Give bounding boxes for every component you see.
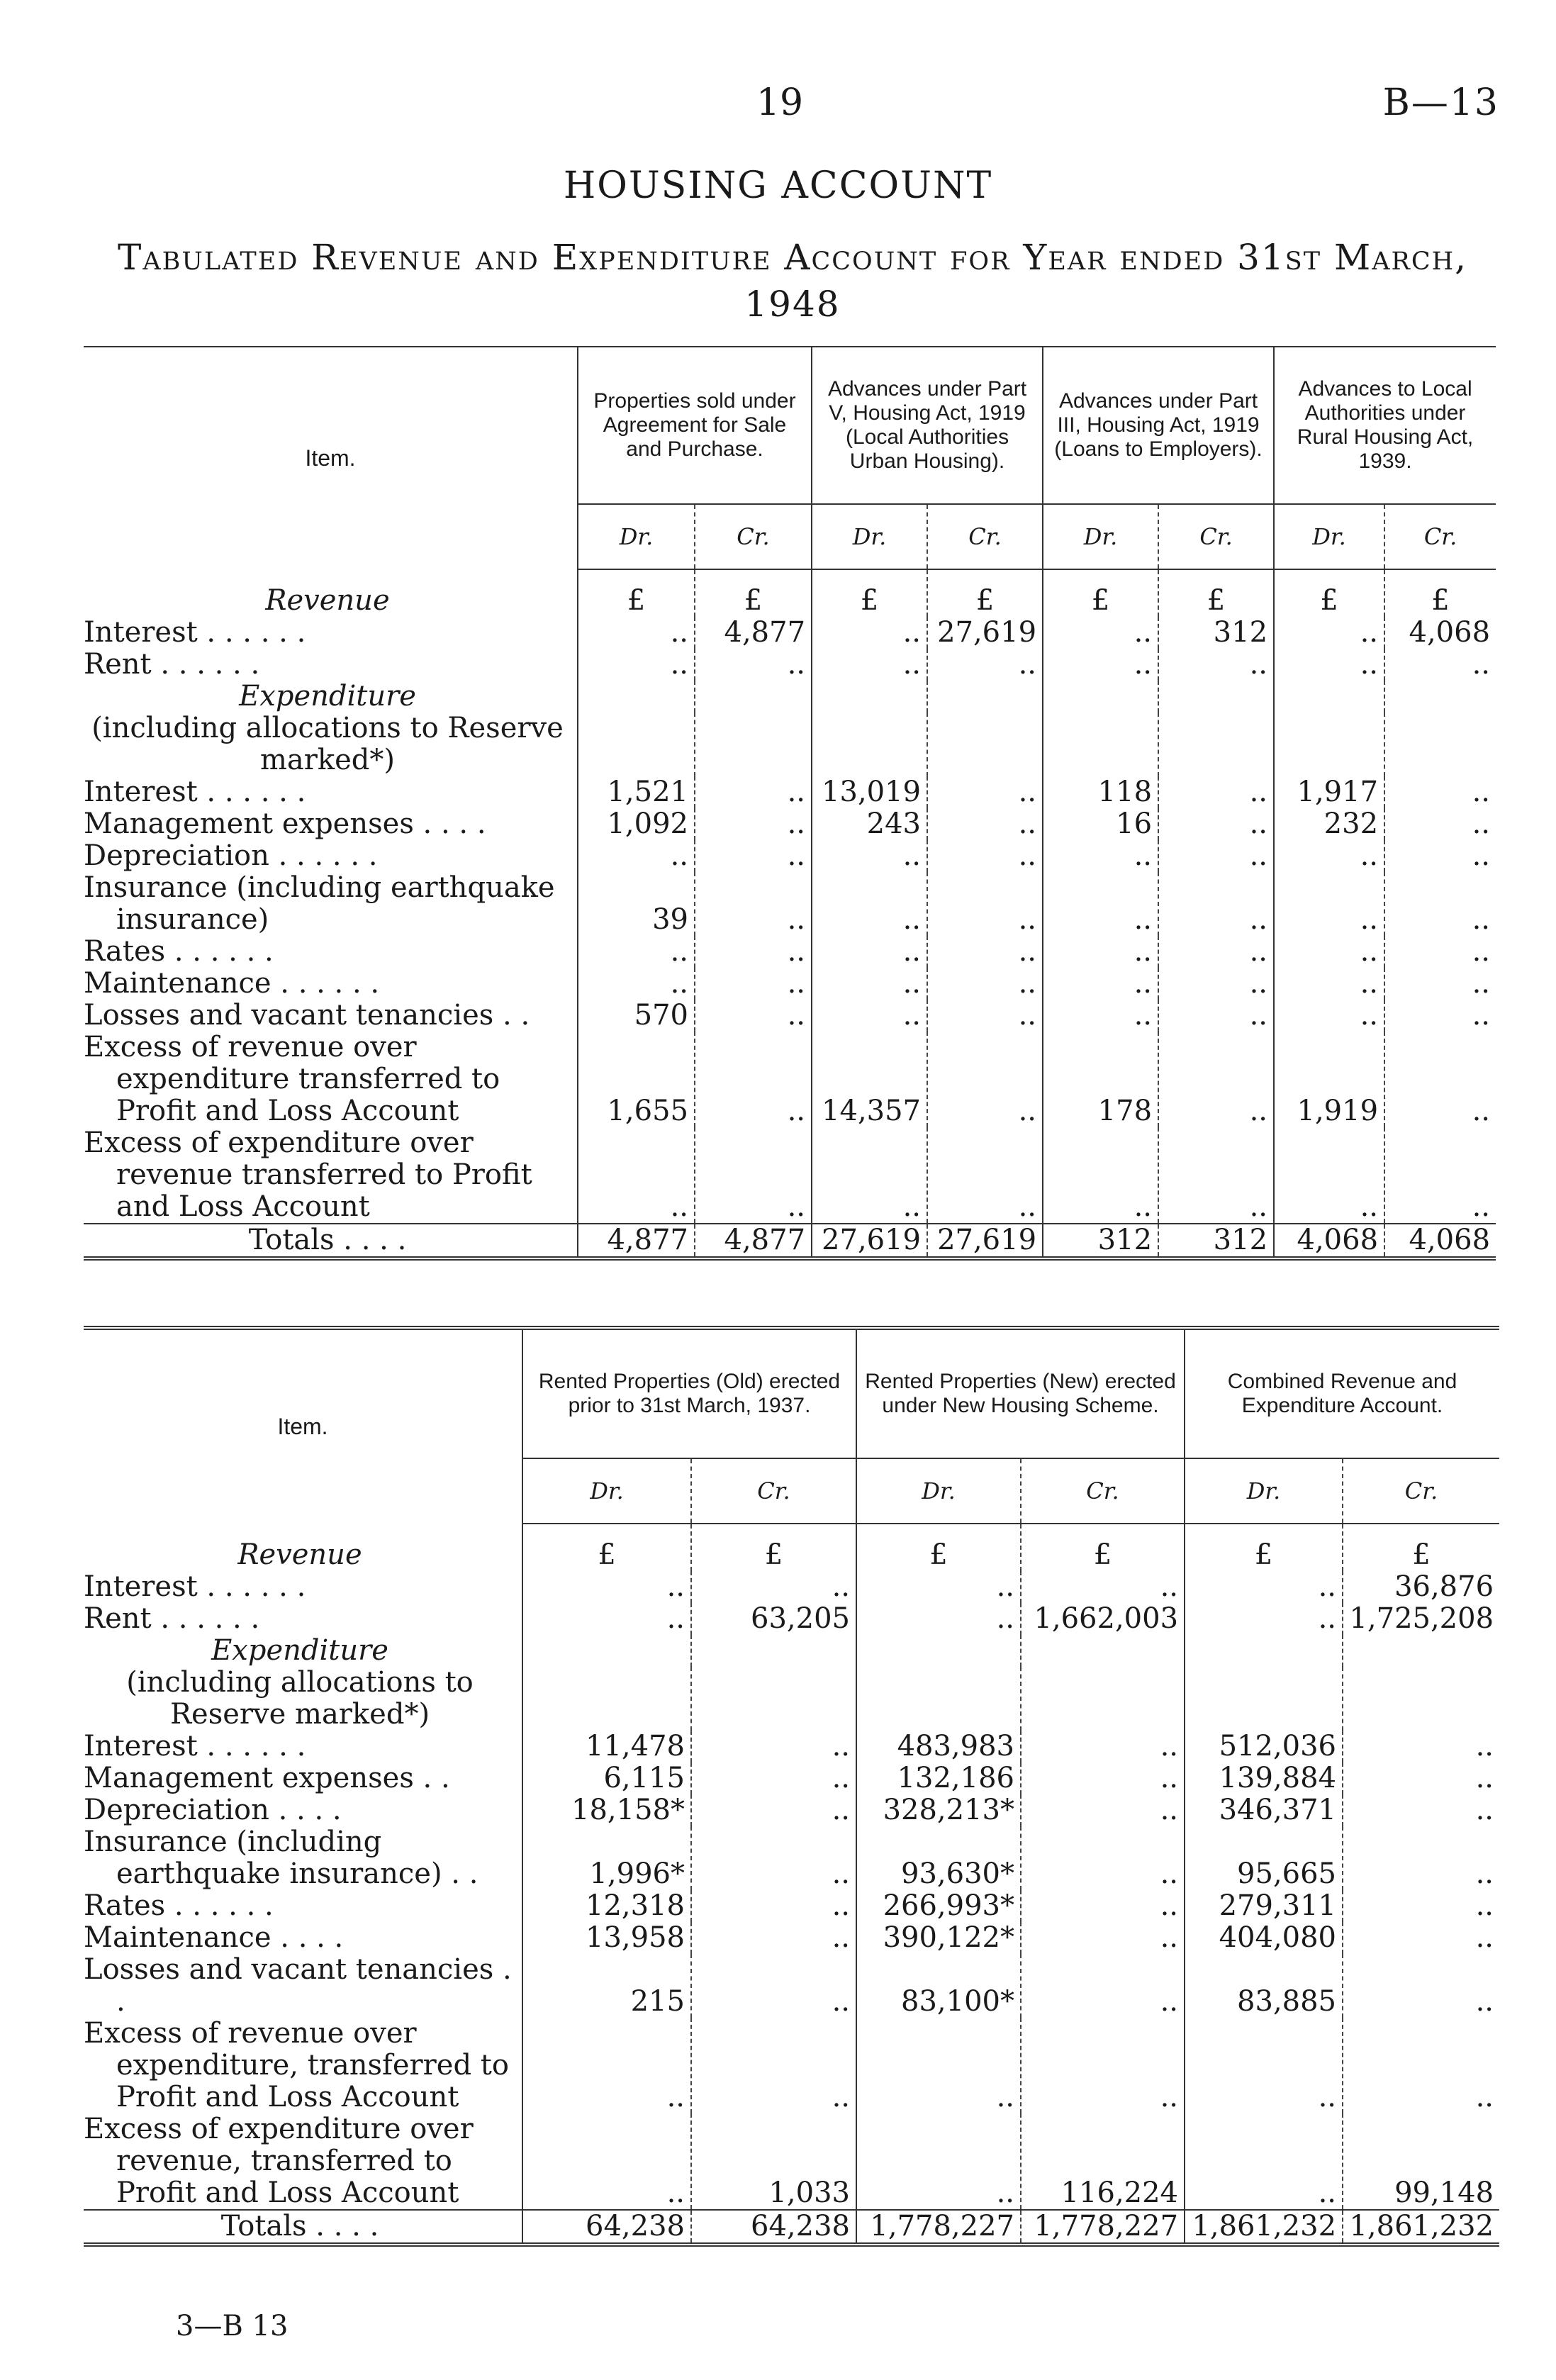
table-cell: 215: [522, 1954, 691, 2018]
table-row: [84, 1762, 1499, 1794]
table-cell: 36,876: [1343, 1571, 1499, 1603]
totals-cell: 4,877: [695, 1224, 812, 1258]
totals-cell: 64,238: [691, 2210, 856, 2245]
table-cell: ..: [1158, 808, 1274, 840]
table-cell: ..: [1158, 968, 1274, 1000]
table-cell: ..: [1158, 776, 1274, 808]
totals-cell: 312: [1043, 1224, 1158, 1258]
cr-column-header: Cr.: [1021, 1458, 1185, 1524]
row-label: Management expenses . . . .: [84, 808, 486, 840]
table-cell: ..: [1158, 872, 1274, 936]
table-cell: ..: [1158, 936, 1274, 968]
table-cell: ..: [1158, 1127, 1274, 1224]
table-cell: ..: [695, 808, 812, 840]
table-cell: ..: [1384, 776, 1496, 808]
table-cell: ..: [1185, 1603, 1343, 1635]
table-cell: 328,213*: [856, 1794, 1021, 1826]
table-cell: ..: [1185, 1571, 1343, 1603]
totals-cell: 1,778,227: [1021, 2210, 1185, 2245]
table-cell: ..: [1158, 649, 1274, 681]
dr-column-header: Dr.: [1274, 504, 1384, 569]
dr-column-header: Dr.: [522, 1458, 691, 1524]
table-cell: ..: [1384, 1127, 1496, 1224]
table-cell: ..: [1343, 2018, 1499, 2113]
table-cell: 132,186: [856, 1762, 1021, 1794]
table-cell: 63,205: [691, 1603, 856, 1635]
empty-cell: [812, 681, 927, 713]
table-cell: ..: [578, 840, 695, 872]
table-cell: ..: [522, 1571, 691, 1603]
row-label: Losses and vacant tenancies . .: [84, 999, 530, 1032]
empty-cell: [578, 681, 695, 713]
table-cell: ..: [578, 617, 695, 649]
currency-symbol: £: [1021, 1524, 1185, 1571]
table-cell: ..: [927, 1032, 1043, 1127]
table-cell: ..: [691, 1890, 856, 1922]
table-row: [84, 2113, 1499, 2210]
table-cell: 243: [812, 808, 927, 840]
table-cell: 16: [1043, 808, 1158, 840]
table-cell: ..: [691, 1571, 856, 1603]
table-cell: ..: [1384, 936, 1496, 968]
cr-column-header: Cr.: [1343, 1458, 1499, 1524]
table-cell: ..: [812, 1127, 927, 1224]
table-cell: ..: [927, 872, 1043, 936]
table-cell: ..: [1021, 2018, 1185, 2113]
totals-label: Totals . . . .: [84, 2210, 522, 2245]
currency-symbol: £: [691, 1524, 856, 1571]
table-cell: ..: [1043, 649, 1158, 681]
table-cell: ..: [1343, 1922, 1499, 1954]
table-cell: ..: [1343, 1731, 1499, 1762]
expenditure-note: (including allocations to Reserve marked*): [126, 1666, 474, 1731]
table-cell: ..: [691, 2018, 856, 2113]
table-cell: ..: [927, 649, 1043, 681]
table-cell: 93,630*: [856, 1826, 1021, 1890]
empty-cell: [1185, 1635, 1343, 1667]
currency-symbol: £: [1158, 569, 1274, 617]
empty-cell: [1274, 681, 1384, 713]
table-cell: ..: [1158, 1032, 1274, 1127]
table-cell: ..: [1021, 1731, 1185, 1762]
table-cell: ..: [812, 840, 927, 872]
totals-cell: 27,619: [927, 1224, 1043, 1258]
column-group-header: Properties sold under Agreement for Sale and Purchase.: [578, 347, 812, 504]
table-cell: ..: [1384, 968, 1496, 1000]
rented-properties-table: [84, 1326, 1499, 2247]
table-cell: ..: [927, 840, 1043, 872]
table-cell: ..: [927, 808, 1043, 840]
table-cell: ..: [695, 872, 812, 936]
row-label: Insurance (including earthquake insurance) . .: [84, 1826, 478, 1890]
cr-column-header: Cr.: [691, 1458, 856, 1524]
table-cell: ..: [1021, 1922, 1185, 1954]
table-cell: 13,958: [522, 1922, 691, 1954]
revenue-section-heading: Revenue: [265, 584, 390, 617]
currency-symbol: £: [812, 569, 927, 617]
page-title: HOUSING ACCOUNT: [563, 164, 993, 207]
table-cell: ..: [695, 968, 812, 1000]
empty-cell: [856, 1635, 1021, 1667]
currency-symbol: £: [856, 1524, 1021, 1571]
row-label: Maintenance . . . .: [84, 1921, 344, 1954]
column-group-header: Rented Properties (New) erected under New Housing Scheme.: [856, 1328, 1185, 1458]
table-cell: ..: [1158, 840, 1274, 872]
table-cell: ..: [695, 1032, 812, 1127]
empty-cell: [927, 681, 1043, 713]
row-label: Interest . . . . . .: [84, 776, 306, 808]
table-cell: ..: [691, 1826, 856, 1890]
table-cell: ..: [927, 968, 1043, 1000]
empty-cell: [812, 713, 927, 776]
table-cell: ..: [1043, 1000, 1158, 1032]
dr-column-header: Dr.: [578, 504, 695, 569]
table-cell: ..: [1274, 1127, 1384, 1224]
table-row: [84, 840, 1496, 872]
table-cell: ..: [1274, 1000, 1384, 1032]
table-cell: ..: [578, 936, 695, 968]
row-label: Excess of revenue over expenditure, transferred to Profit and Loss Account: [84, 2017, 509, 2113]
table-cell: ..: [522, 2018, 691, 2113]
page-reference: B—13: [1382, 82, 1499, 124]
table-cell: ..: [1343, 1890, 1499, 1922]
table-row: [84, 617, 1496, 649]
table-cell: 95,665: [1185, 1826, 1343, 1890]
table-row: [84, 808, 1496, 840]
table-cell: ..: [1274, 968, 1384, 1000]
totals-cell: 64,238: [522, 2210, 691, 2245]
empty-cell: [691, 1635, 856, 1667]
currency-symbol: £: [1043, 569, 1158, 617]
row-label: Management expenses . .: [84, 1762, 450, 1794]
dr-column-header: Dr.: [1185, 1458, 1343, 1524]
row-label: Maintenance . . . . . .: [84, 967, 380, 1000]
empty-cell: [1384, 681, 1496, 713]
dr-column-header: Dr.: [1043, 504, 1158, 569]
table-cell: ..: [1274, 617, 1384, 649]
currency-symbol: £: [522, 1524, 691, 1571]
currency-symbol: £: [578, 569, 695, 617]
empty-cell: [856, 1667, 1021, 1731]
totals-label: Totals . . . .: [84, 1224, 578, 1258]
table-cell: ..: [691, 1922, 856, 1954]
table-cell: ..: [1185, 2113, 1343, 2210]
empty-cell: [1043, 713, 1158, 776]
row-label: Excess of expenditure over revenue, transferred to Profit and Loss Account: [84, 2113, 474, 2209]
totals-cell: 1,861,232: [1185, 2210, 1343, 2245]
table-cell: ..: [1021, 1954, 1185, 2018]
table-cell: ..: [1043, 872, 1158, 936]
table-row: [84, 936, 1496, 968]
table-cell: 99,148: [1343, 2113, 1499, 2210]
table-row: [84, 1571, 1499, 1603]
table-cell: 1,996*: [522, 1826, 691, 1890]
expenditure-section-heading: Expenditure: [211, 1634, 388, 1667]
table-cell: 6,115: [522, 1762, 691, 1794]
subtitle-line-1: Tabulated Revenue and Expenditure Account for Year ended 31st March,: [117, 237, 1468, 278]
table-cell: ..: [1185, 2018, 1343, 2113]
totals-cell: 27,619: [812, 1224, 927, 1258]
table-cell: ..: [1043, 968, 1158, 1000]
table-cell: ..: [856, 1571, 1021, 1603]
table-row: [84, 872, 1496, 936]
table-cell: ..: [1343, 1954, 1499, 2018]
table-row: [84, 1890, 1499, 1922]
table-cell: 139,884: [1185, 1762, 1343, 1794]
totals-cell: 1,861,232: [1343, 2210, 1499, 2245]
expenditure-section-heading: Expenditure: [239, 680, 416, 713]
empty-cell: [1043, 681, 1158, 713]
table-cell: ..: [691, 1794, 856, 1826]
expenditure-note: (including allocations to Reserve marked*): [91, 712, 564, 776]
table-cell: ..: [812, 617, 927, 649]
table-row: [84, 1000, 1496, 1032]
table-cell: 18,158*: [522, 1794, 691, 1826]
table-cell: ..: [812, 968, 927, 1000]
table-cell: ..: [856, 1603, 1021, 1635]
table-cell: 11,478: [522, 1731, 691, 1762]
table-cell: 346,371: [1185, 1794, 1343, 1826]
currency-symbol: £: [1384, 569, 1496, 617]
table-cell: 1,655: [578, 1032, 695, 1127]
table-cell: ..: [695, 936, 812, 968]
table-cell: ..: [695, 1127, 812, 1224]
table-row: [84, 1032, 1496, 1127]
row-label: Excess of revenue over expenditure transferred to Profit and Loss Account: [84, 1031, 500, 1127]
table-cell: ..: [1384, 808, 1496, 840]
table-cell: ..: [927, 1127, 1043, 1224]
table-cell: 312: [1158, 617, 1274, 649]
table-cell: ..: [1343, 1762, 1499, 1794]
column-group-header: Rented Properties (Old) erected prior to 31st March, 1937.: [522, 1328, 856, 1458]
column-group-header: Advances under Part V, Housing Act, 1919 (Local Authorities Urban Housing).: [812, 347, 1043, 504]
table-row: [84, 649, 1496, 681]
empty-cell: [578, 713, 695, 776]
table-cell: ..: [522, 2113, 691, 2210]
revenue-section-heading: Revenue: [237, 1538, 362, 1571]
empty-cell: [1021, 1667, 1185, 1731]
empty-cell: [695, 681, 812, 713]
table-cell: 512,036: [1185, 1731, 1343, 1762]
table-cell: ..: [1021, 1571, 1185, 1603]
row-label: Interest . . . . . .: [84, 616, 306, 649]
table-cell: 404,080: [1185, 1922, 1343, 1954]
table-cell: ..: [1021, 1794, 1185, 1826]
currency-symbol: £: [1343, 1524, 1499, 1571]
table-cell: ..: [695, 776, 812, 808]
table-cell: 27,619: [927, 617, 1043, 649]
table-cell: ..: [812, 1000, 927, 1032]
table-cell: 266,993*: [856, 1890, 1021, 1922]
table-cell: ..: [695, 649, 812, 681]
table-cell: 4,068: [1384, 617, 1496, 649]
empty-cell: [691, 1667, 856, 1731]
table-cell: ..: [1021, 1762, 1185, 1794]
table-cell: 178: [1043, 1032, 1158, 1127]
table-cell: ..: [1274, 872, 1384, 936]
table-cell: 570: [578, 1000, 695, 1032]
empty-cell: [522, 1635, 691, 1667]
table-cell: 118: [1043, 776, 1158, 808]
table-cell: ..: [1021, 1890, 1185, 1922]
empty-cell: [927, 713, 1043, 776]
currency-symbol: £: [927, 569, 1043, 617]
table-cell: 1,919: [1274, 1032, 1384, 1127]
table-cell: ..: [691, 1762, 856, 1794]
table-cell: 116,224: [1021, 2113, 1185, 2210]
table-cell: ..: [1343, 1826, 1499, 1890]
empty-cell: [1384, 713, 1496, 776]
row-label: Rent . . . . . .: [84, 648, 260, 681]
table-cell: 83,885: [1185, 1954, 1343, 2018]
empty-cell: [1021, 1635, 1185, 1667]
row-label: Depreciation . . . . . .: [84, 839, 378, 872]
table-cell: ..: [927, 1000, 1043, 1032]
page-subtitle: [77, 234, 1509, 328]
table-row: [84, 1954, 1499, 2018]
table-cell: ..: [1158, 1000, 1274, 1032]
row-label: Rates . . . . . .: [84, 935, 274, 968]
empty-cell: [1343, 1635, 1499, 1667]
cr-column-header: Cr.: [1158, 504, 1274, 569]
empty-cell: [522, 1667, 691, 1731]
table-row: [84, 1603, 1499, 1635]
cr-column-header: Cr.: [927, 504, 1043, 569]
dr-column-header: Dr.: [856, 1458, 1021, 1524]
row-label: Depreciation . . . .: [84, 1794, 342, 1826]
row-label: Interest . . . . . .: [84, 1730, 306, 1762]
table-cell: ..: [927, 776, 1043, 808]
row-label: Rates . . . . . .: [84, 1889, 274, 1922]
table-cell: ..: [927, 936, 1043, 968]
table-cell: ..: [691, 1731, 856, 1762]
table-row: [84, 1922, 1499, 1954]
table-row: [84, 2018, 1499, 2113]
column-group-header: Advances to Local Authorities under Rural Housing Act, 1939.: [1274, 347, 1496, 504]
row-label: Excess of expenditure over revenue transferred to Profit and Loss Account: [84, 1127, 532, 1223]
dr-column-header: Dr.: [812, 504, 927, 569]
table-cell: 1,917: [1274, 776, 1384, 808]
housing-advances-table: [84, 346, 1496, 1261]
table-cell: ..: [695, 1000, 812, 1032]
table-cell: 232: [1274, 808, 1384, 840]
table-cell: 483,983: [856, 1731, 1021, 1762]
table-cell: ..: [1274, 840, 1384, 872]
table-cell: ..: [1043, 617, 1158, 649]
table-cell: ..: [856, 2113, 1021, 2210]
table-row: [84, 1731, 1499, 1762]
subtitle-line-2: 1948: [744, 284, 841, 325]
currency-symbol: £: [1274, 569, 1384, 617]
page-number: 19: [756, 82, 804, 124]
table-cell: ..: [812, 872, 927, 936]
table-cell: ..: [1384, 1032, 1496, 1127]
currency-symbol: £: [1185, 1524, 1343, 1571]
table-cell: ..: [695, 840, 812, 872]
row-label: Rent . . . . . .: [84, 1602, 260, 1635]
table-cell: 1,725,208: [1343, 1603, 1499, 1635]
table-cell: 14,357: [812, 1032, 927, 1127]
footer-reference: 3—B 13: [176, 2310, 289, 2342]
table-cell: 1,662,003: [1021, 1603, 1185, 1635]
empty-cell: [1274, 713, 1384, 776]
table-cell: ..: [1384, 1000, 1496, 1032]
totals-cell: 312: [1158, 1224, 1274, 1258]
cr-column-header: Cr.: [695, 504, 812, 569]
table-cell: ..: [1384, 649, 1496, 681]
empty-cell: [1343, 1667, 1499, 1731]
table-cell: ..: [1043, 1127, 1158, 1224]
table-cell: ..: [1384, 872, 1496, 936]
table-cell: 1,521: [578, 776, 695, 808]
table-cell: ..: [522, 1603, 691, 1635]
column-group-header: Advances under Part III, Housing Act, 1919 (Loans to Employers).: [1043, 347, 1274, 504]
cr-column-header: Cr.: [1384, 504, 1496, 569]
table-cell: 83,100*: [856, 1954, 1021, 2018]
table-cell: ..: [812, 649, 927, 681]
table-row: [84, 1826, 1499, 1890]
table-cell: 1,033: [691, 2113, 856, 2210]
table-cell: 279,311: [1185, 1890, 1343, 1922]
table-cell: ..: [1043, 840, 1158, 872]
table-cell: ..: [1274, 649, 1384, 681]
totals-cell: 4,068: [1274, 1224, 1384, 1258]
empty-cell: [1158, 681, 1274, 713]
item-column-header: Item.: [84, 347, 578, 569]
table-cell: 390,122*: [856, 1922, 1021, 1954]
column-group-header: Combined Revenue and Expenditure Account.: [1185, 1328, 1499, 1458]
table-cell: 13,019: [812, 776, 927, 808]
table-row: [84, 968, 1496, 1000]
table-cell: ..: [856, 2018, 1021, 2113]
table-cell: ..: [578, 1127, 695, 1224]
empty-cell: [1158, 713, 1274, 776]
table-cell: 39: [578, 872, 695, 936]
table-cell: ..: [1021, 1826, 1185, 1890]
empty-cell: [1185, 1667, 1343, 1731]
table-cell: ..: [578, 968, 695, 1000]
row-label: Losses and vacant tenancies . .: [84, 1953, 512, 2018]
row-label: Interest . . . . . .: [84, 1570, 306, 1603]
table-cell: ..: [1043, 936, 1158, 968]
table-cell: 12,318: [522, 1890, 691, 1922]
totals-cell: 1,778,227: [856, 2210, 1021, 2245]
table-cell: ..: [691, 1954, 856, 2018]
table-cell: ..: [812, 936, 927, 968]
totals-cell: 4,877: [578, 1224, 695, 1258]
table-row: [84, 1794, 1499, 1826]
table-cell: 1,092: [578, 808, 695, 840]
table-row: [84, 1127, 1496, 1224]
table-cell: ..: [578, 649, 695, 681]
table-cell: ..: [1343, 1794, 1499, 1826]
table-row: [84, 776, 1496, 808]
totals-cell: 4,068: [1384, 1224, 1496, 1258]
table-cell: 4,877: [695, 617, 812, 649]
row-label: Insurance (including earthquake insurance): [84, 871, 555, 936]
item-column-header: Item.: [84, 1328, 522, 1524]
empty-cell: [695, 713, 812, 776]
currency-symbol: £: [695, 569, 812, 617]
table-cell: ..: [1384, 840, 1496, 872]
table-cell: ..: [1274, 936, 1384, 968]
